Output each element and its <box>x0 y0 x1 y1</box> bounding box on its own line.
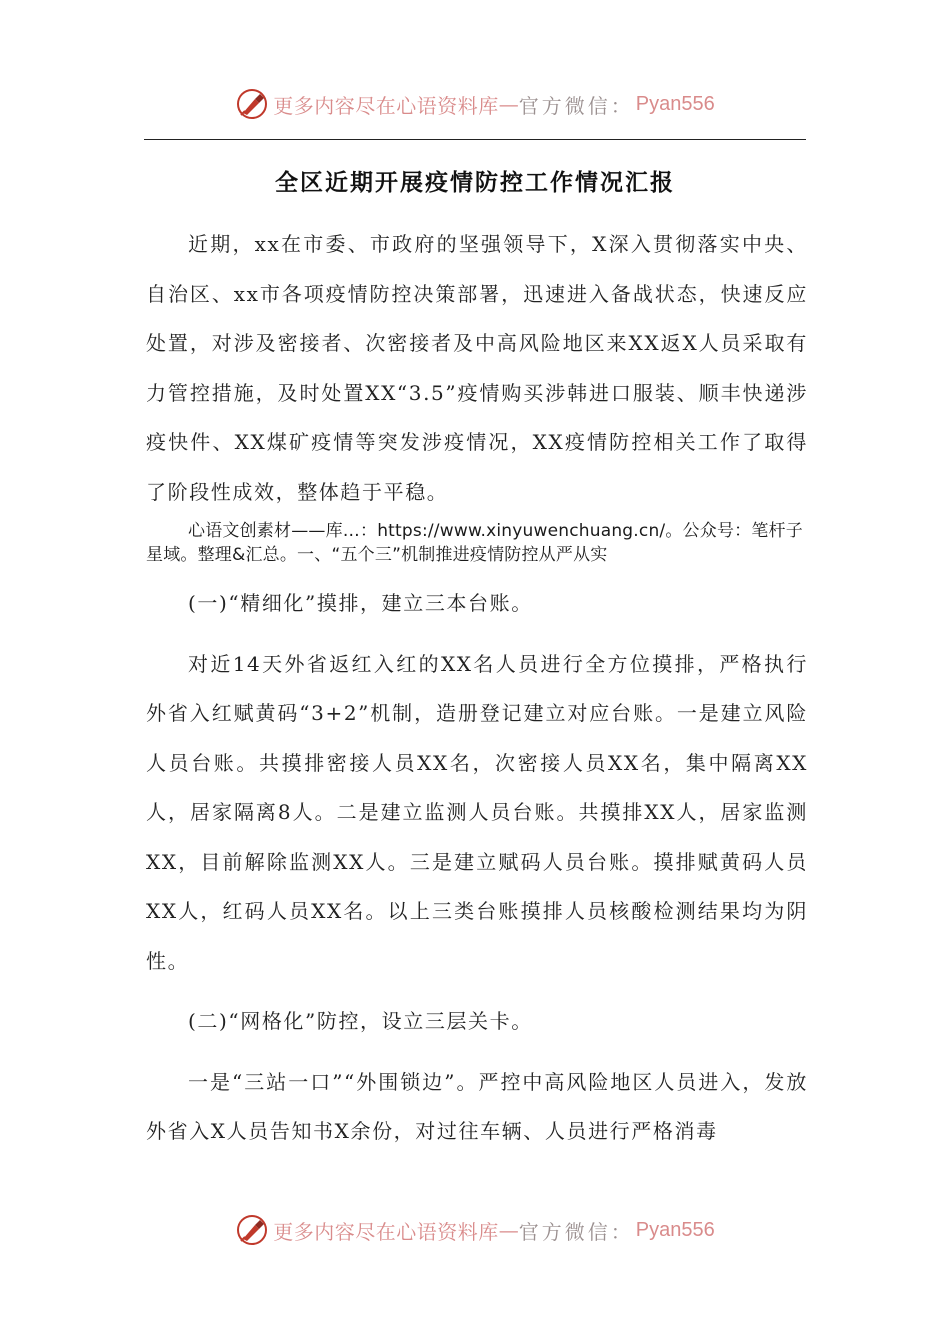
page-title: 全区近期开展疫情防控工作情况汇报 <box>275 170 675 196</box>
banner-dash: — <box>498 1218 519 1242</box>
section-paragraph: 一是“三站一口”“外围锁边”。严控中高风险地区人员进入，发放外省入X人员告知书X余份，对过往车辆、人员进行严格消毒 <box>146 1069 808 1143</box>
banner-dash: — <box>498 92 519 116</box>
header-banner <box>0 84 950 124</box>
header-divider <box>144 139 806 140</box>
banner-text: 更多内容尽在心语资料库 <box>273 93 499 118</box>
banner-text: 更多内容尽在心语资料库 <box>273 1219 499 1244</box>
intro-paragraph: 近期，xx在市委、市政府的坚强领导下，X深入贯彻落实中央、自治区、xx市各项疫情防控决策部署，迅速进入备战状态，快速反应处置，对涉及密接者、次密接者及中高风险地区来XX返X人员采取有力管控措施，及时处置XX“3.5”疫情购买涉韩进口服装、顺丰快递涉疫快件、XX煤矿疫情等突发涉疫情况，XX疫情防控相关工作了取得了阶段性成效，整体趋于平稳。 <box>146 232 808 504</box>
pen-nib-logo-icon <box>235 87 269 121</box>
section-paragraph: 对近14天外省返红入红的XX名人员进行全方位摸排，严格执行外省入红赋黄码“3+2”机制，造册登记建立对应台账。一是建立风险人员台账。共摸排密接人员XX名，次密接人员XX名，集中隔离XX人，居家隔离8人。二是建立监测人员台账。共摸排XX人，居家监测XX，目前解除监测XX人。三是建立赋码人员台账。摸排赋黄码人员XX人，红码人员XX名。以上三类台账摸排人员核酸检测结果均为阴性。 <box>146 651 808 973</box>
banner-official-label: 官方微信： <box>518 1219 634 1244</box>
banner-wechat-id: Pyan556 <box>635 1218 715 1241</box>
banner-wechat-id: Pyan556 <box>635 92 715 115</box>
section-heading: (二)“网格化”防控，设立三层关卡。 <box>188 1009 533 1033</box>
banner-official-label: 官方微信： <box>518 93 634 118</box>
document-body <box>146 220 808 1157</box>
source-note: 心语文创素材——库…：https://www.xinyuwenchuang.cn/。公众号：笔杆子星域。整理&汇总。一、“五个三”机制推进疫情防控从严从实 <box>146 521 803 565</box>
pen-nib-logo-icon <box>235 1213 269 1247</box>
footer-banner <box>0 1210 950 1250</box>
section-heading: (一)“精细化”摸排，建立三本台账。 <box>188 591 533 615</box>
